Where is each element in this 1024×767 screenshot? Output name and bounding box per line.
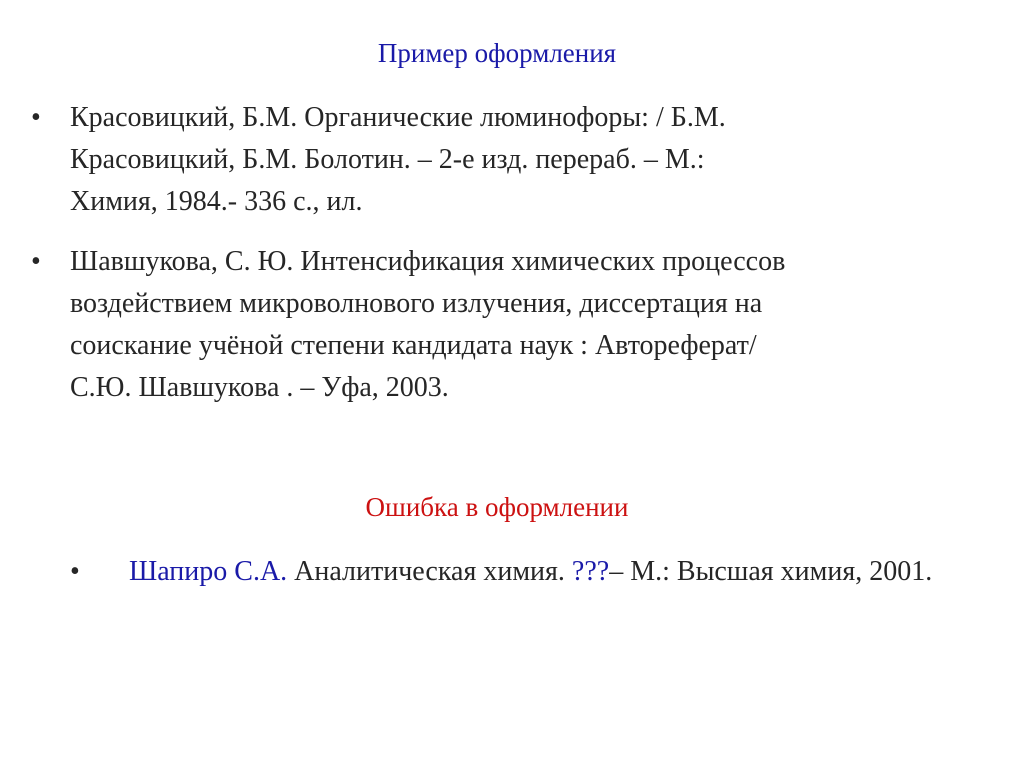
error-author: Шапиро С.А. [129,556,288,587]
reference-line: Красовицкий, Б.М. Органические люминофоры: / Б.М. [70,102,726,133]
correct-example-heading: Пример оформления [377,38,617,68]
reference-line: Красовицкий, Б.М. Болотин. – 2-е изд. перераб. – М.: [70,144,705,175]
bullet-1: • [31,102,41,133]
error-example-heading: Ошибка в оформлении [365,492,629,522]
error-reference-item [129,551,959,593]
reference-line: Шавшукова, С. Ю. Интенсификация химических процессов [70,246,786,277]
missing-info-marker: ??? [571,556,610,587]
reference-item-2 [70,241,970,409]
reference-line: воздействием микроволнового излучения, диссертация на [70,288,763,319]
bullet-3: • [70,556,80,587]
reference-line: С.Ю. Шавшукова . – Уфа, 2003. [70,372,449,403]
error-rest: – М.: Высшая химия, 2001. [609,556,933,587]
error-title: Аналитическая химия. [287,556,572,587]
reference-item-1 [70,97,930,223]
reference-line: Химия, 1984.- 336 с., ил. [70,186,363,217]
bullet-2: • [31,246,41,277]
reference-line: соискание учёной степени кандидата наук : Автореферат/ [70,330,757,361]
